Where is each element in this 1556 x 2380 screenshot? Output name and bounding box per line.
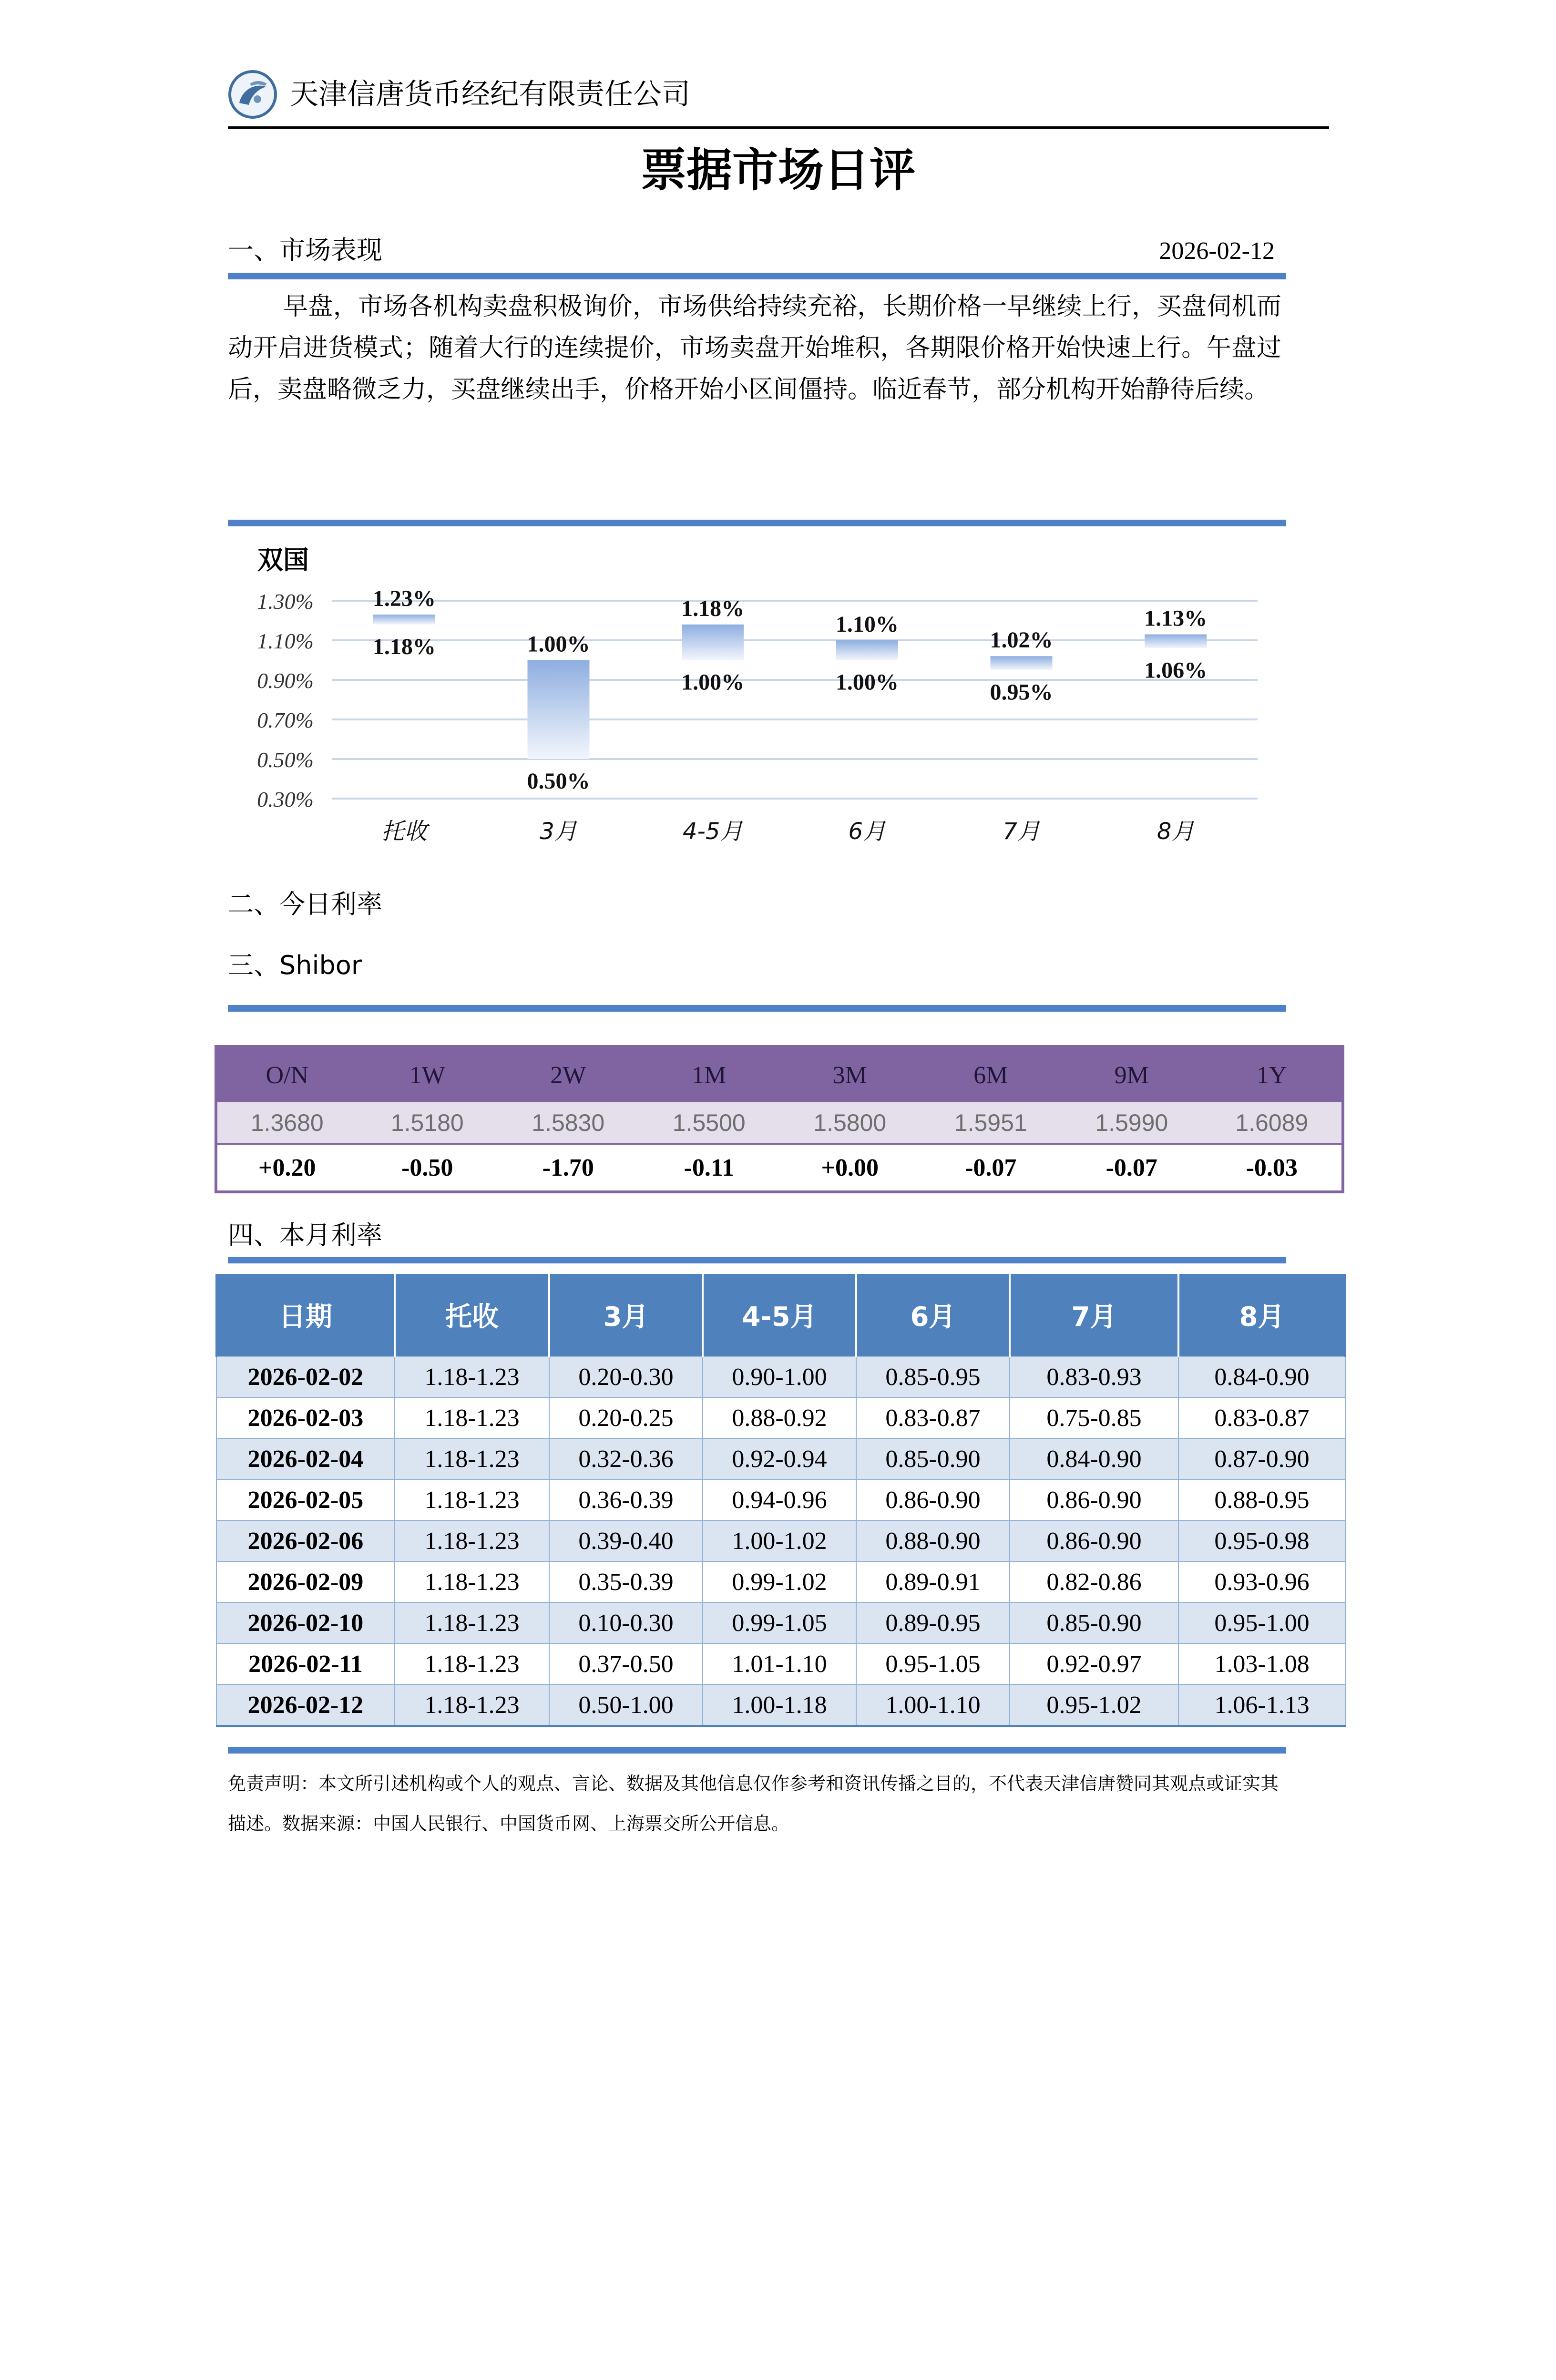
rate-range-cell: 1.18-1.23 (395, 1643, 549, 1684)
y-tick-label: 0.50% (257, 748, 314, 772)
shibor-change: -0.03 (1202, 1144, 1343, 1192)
rate-range-cell: 0.88-0.95 (1178, 1479, 1345, 1520)
row-date: 2026-02-12 (216, 1684, 395, 1726)
rate-range-cell: 1.00-1.18 (703, 1684, 856, 1726)
column-header: 日期 (216, 1274, 395, 1356)
row-date: 2026-02-02 (216, 1356, 395, 1397)
column-header: 托收 (395, 1274, 549, 1356)
rate-chart (228, 534, 1286, 858)
shibor-tenor: 1W (357, 1046, 498, 1102)
rate-range-cell: 0.95-1.05 (856, 1643, 1010, 1684)
rate-range-cell: 0.75-0.85 (1010, 1397, 1178, 1438)
rate-range-cell: 0.92-0.94 (703, 1438, 856, 1479)
shibor-change: -0.11 (639, 1144, 780, 1192)
y-tick-label: 1.30% (257, 589, 314, 614)
rate-range-cell: 0.95-0.98 (1178, 1520, 1345, 1561)
chart-bar (373, 615, 435, 625)
rate-range-cell: 0.39-0.40 (549, 1520, 703, 1561)
company-logo-icon (228, 70, 277, 119)
rate-range-cell: 0.82-0.86 (1010, 1561, 1178, 1602)
row-date: 2026-02-11 (216, 1643, 395, 1684)
rate-range-cell: 1.00-1.10 (856, 1684, 1010, 1726)
monthly-rate-table (215, 1274, 1346, 1727)
rate-range-cell: 0.86-0.90 (1010, 1479, 1178, 1520)
x-category-label: 托收 (381, 818, 427, 845)
rate-range-cell: 0.99-1.02 (703, 1561, 856, 1602)
bar-high-label: 1.02% (990, 627, 1053, 653)
chart-bar (1145, 635, 1207, 648)
bar-high-label: 1.18% (681, 595, 745, 621)
rate-range-cell: 0.36-0.39 (549, 1479, 703, 1520)
x-category-label: 8月 (1157, 818, 1195, 845)
section-divider (228, 273, 1286, 279)
rate-range-cell: 1.18-1.23 (395, 1561, 549, 1602)
rate-range-cell: 0.85-0.95 (856, 1356, 1010, 1397)
bar-high-label: 1.10% (835, 612, 899, 637)
y-tick-label: 0.30% (257, 787, 314, 811)
rate-range-cell: 0.50-1.00 (549, 1684, 703, 1726)
rate-range-cell: 0.32-0.36 (549, 1438, 703, 1479)
rate-range-cell: 0.37-0.50 (549, 1643, 703, 1684)
shibor-rate: 1.5951 (921, 1102, 1062, 1144)
rate-range-cell: 1.18-1.23 (395, 1602, 549, 1643)
rate-range-cell: 0.87-0.90 (1178, 1438, 1345, 1479)
rate-range-cell: 0.20-0.25 (549, 1397, 703, 1438)
table-row (216, 1643, 1345, 1684)
chart-top-divider (228, 520, 1286, 526)
shibor-change: +0.20 (216, 1144, 357, 1192)
rate-range-cell: 0.93-0.96 (1178, 1561, 1345, 1602)
row-date: 2026-02-03 (216, 1397, 395, 1438)
rate-range-cell: 0.84-0.90 (1178, 1356, 1345, 1397)
rate-range-cell: 1.18-1.23 (395, 1397, 549, 1438)
rate-range-cell: 1.18-1.23 (395, 1356, 549, 1397)
table-row (216, 1479, 1345, 1520)
table-row (216, 1684, 1345, 1726)
rate-range-cell: 0.88-0.92 (703, 1397, 856, 1438)
x-category-label: 7月 (1003, 818, 1040, 845)
shibor-change: -0.07 (1061, 1144, 1202, 1192)
rate-range-cell: 0.83-0.93 (1010, 1356, 1178, 1397)
rate-range-cell: 0.88-0.90 (856, 1520, 1010, 1561)
rate-range-cell: 0.35-0.39 (549, 1561, 703, 1602)
bar-low-label: 0.50% (527, 769, 590, 794)
shibor-change: -1.70 (498, 1144, 639, 1192)
rate-range-cell: 1.18-1.23 (395, 1479, 549, 1520)
table-row (216, 1438, 1345, 1479)
company-name: 天津信唐货币经纪有限责任公司 (290, 78, 690, 111)
disclaimer-text: 免责声明：本文所引述机构或个人的观点、言论、数据及其他信息仅作参考和资讯传播之目的，不代表天津信唐赞同其观点或证实其描述。数据来源：中国人民银行、中国货币网、上海票交所公开信息。 (228, 1774, 1279, 1834)
disclaimer-divider (228, 1747, 1286, 1754)
y-tick-label: 1.10% (257, 629, 314, 653)
y-tick-label: 0.90% (257, 668, 314, 693)
shibor-tenor: O/N (216, 1046, 357, 1102)
rate-range-cell: 0.95-1.02 (1010, 1684, 1178, 1726)
report-date: 2026-02-12 (1159, 237, 1275, 265)
column-header: 8月 (1178, 1274, 1345, 1356)
bar-low-label: 1.18% (372, 634, 436, 659)
rate-range-cell: 1.00-1.02 (703, 1520, 856, 1561)
rate-range-cell: 0.86-0.90 (1010, 1520, 1178, 1561)
monthly-divider (228, 1257, 1286, 1263)
column-header: 3月 (549, 1274, 703, 1356)
section-heading-monthly-rates: 四、本月利率 (228, 1220, 382, 1250)
shibor-tenor: 2W (498, 1046, 639, 1102)
rate-range-cell: 0.99-1.05 (703, 1602, 856, 1643)
rate-range-cell: 0.20-0.30 (549, 1356, 703, 1397)
row-date: 2026-02-09 (216, 1561, 395, 1602)
x-category-label: 6月 (848, 818, 886, 845)
section-heading-today-rates: 二、今日利率 (228, 889, 382, 919)
shibor-change-row (216, 1144, 1343, 1192)
section-heading-shibor: 三、Shibor (228, 950, 362, 980)
shibor-rate: 1.6089 (1202, 1102, 1343, 1144)
rate-range-cell: 1.18-1.23 (395, 1520, 549, 1561)
section-heading-market: 一、市场表现 (228, 235, 382, 265)
market-summary: 早盘，市场各机构卖盘积极询价，市场供给持续充裕，长期价格一早继续上行，买盘伺机而动开启进货模式；随着大行的连续提价，市场卖盘开始堆积，各期限价格开始快速上行。午盘过后，卖盘略微乏力，买盘继续出手，价格开始小区间僵持。临近春节，部分机构开始静待后续。 (228, 292, 1281, 404)
column-header: 6月 (856, 1274, 1010, 1356)
shibor-change: -0.50 (357, 1144, 498, 1192)
chart-bar (991, 656, 1053, 670)
rate-range-cell: 0.83-0.87 (856, 1397, 1010, 1438)
page-title: 票据市场日评 (641, 144, 915, 197)
shibor-rate: 1.5990 (1061, 1102, 1202, 1144)
y-tick-label: 0.70% (257, 708, 314, 732)
bar-low-label: 1.00% (681, 669, 745, 695)
rate-range-cell: 0.85-0.90 (1010, 1602, 1178, 1643)
row-date: 2026-02-06 (216, 1520, 395, 1561)
chart-bar (528, 660, 590, 759)
x-category-label: 3月 (540, 818, 577, 845)
shibor-tenor: 1Y (1202, 1046, 1343, 1102)
rate-range-cell: 1.01-1.10 (703, 1643, 856, 1684)
table-row (216, 1561, 1345, 1602)
table-row (216, 1356, 1345, 1397)
column-header: 4-5月 (703, 1274, 856, 1356)
bar-high-label: 1.23% (372, 586, 436, 612)
shibor-tenor: 6M (921, 1046, 1062, 1102)
shibor-tenor: 9M (1061, 1046, 1202, 1102)
rate-range-cell: 0.95-1.00 (1178, 1602, 1345, 1643)
shibor-tenor: 1M (639, 1046, 780, 1102)
chart-bar (682, 625, 744, 660)
rate-range-cell: 0.10-0.30 (549, 1602, 703, 1643)
row-date: 2026-02-04 (216, 1438, 395, 1479)
shibor-rate: 1.5180 (357, 1102, 498, 1144)
shibor-table (215, 1045, 1344, 1193)
rate-range-cell: 0.92-0.97 (1010, 1643, 1178, 1684)
bar-high-label: 1.13% (1144, 605, 1208, 631)
column-header: 7月 (1010, 1274, 1178, 1356)
rate-range-cell: 0.85-0.90 (856, 1438, 1010, 1479)
table-header-row (216, 1274, 1345, 1356)
bar-high-label: 1.00% (527, 631, 590, 657)
rate-range-cell: 0.83-0.87 (1178, 1397, 1345, 1438)
row-date: 2026-02-05 (216, 1479, 395, 1520)
shibor-tenor: 3M (779, 1046, 921, 1102)
row-date: 2026-02-10 (216, 1602, 395, 1643)
rate-range-cell: 0.84-0.90 (1010, 1438, 1178, 1479)
rate-range-cell: 0.89-0.91 (856, 1561, 1010, 1602)
rate-range-cell: 0.86-0.90 (856, 1479, 1010, 1520)
table-row (216, 1397, 1345, 1438)
rate-range-cell: 0.89-0.95 (856, 1602, 1010, 1643)
bar-low-label: 0.95% (990, 679, 1053, 705)
rate-range-cell: 1.03-1.08 (1178, 1643, 1345, 1684)
rate-range-cell: 0.90-1.00 (703, 1356, 856, 1397)
header-rule (228, 126, 1329, 129)
rate-range-cell: 1.18-1.23 (395, 1684, 549, 1726)
shibor-rate-row (216, 1102, 1343, 1144)
bar-low-label: 1.00% (835, 669, 899, 695)
x-category-label: 4-5月 (682, 818, 743, 845)
chart-bar (836, 640, 898, 660)
table-row (216, 1602, 1345, 1643)
shibor-rate: 1.3680 (216, 1102, 357, 1144)
rate-range-cell: 1.06-1.13 (1178, 1684, 1345, 1726)
shibor-change: +0.00 (779, 1144, 921, 1192)
table-row (216, 1520, 1345, 1561)
rate-range-cell: 1.18-1.23 (395, 1438, 549, 1479)
shibor-tenor-row (216, 1046, 1343, 1102)
chart-title: 双国 (257, 545, 309, 575)
bar-low-label: 1.06% (1144, 657, 1208, 683)
shibor-rate: 1.5830 (498, 1102, 639, 1144)
shibor-change: -0.07 (921, 1144, 1062, 1192)
shibor-rate: 1.5500 (639, 1102, 780, 1144)
shibor-divider (228, 1005, 1286, 1012)
rate-range-cell: 0.94-0.96 (703, 1479, 856, 1520)
shibor-rate: 1.5800 (779, 1102, 921, 1144)
